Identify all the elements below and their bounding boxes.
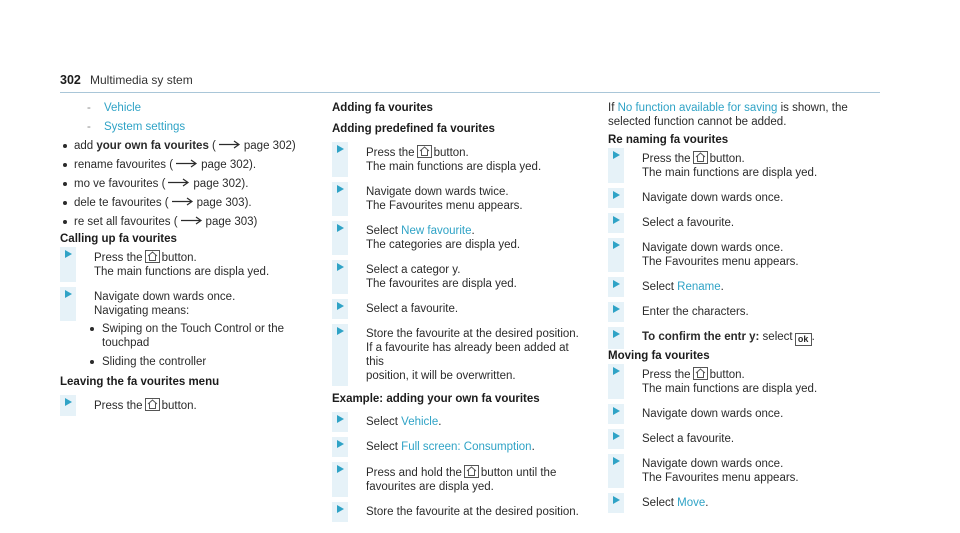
list-item: - System settings (60, 120, 300, 134)
instruction-step: Navigate down wards once. Navigating means: (60, 290, 300, 318)
step-arrow-icon (337, 224, 344, 232)
section-heading: Moving fa vourites (608, 350, 710, 362)
page-header (60, 70, 880, 93)
bullet-icon (63, 182, 67, 186)
page-ref-arrow-icon (172, 197, 194, 206)
instruction-step: Navigate down wards once. The Favourites menu appears. (608, 241, 870, 269)
step-arrow-icon (613, 241, 620, 249)
home-icon (693, 367, 708, 380)
list-item: dele te favourites ( page 303). (60, 196, 300, 210)
page-ref-arrow-icon (176, 159, 198, 168)
step-arrow-icon (613, 191, 620, 199)
paragraph: If No function available for saving is shown, the selected function cannot be added. (608, 102, 848, 128)
list-item: mo ve favourites ( page 302). (60, 177, 300, 191)
section-heading: Leaving the fa vourites menu (60, 376, 220, 388)
instruction-step: Select New favourite. The categories are displa yed. (332, 224, 587, 252)
step-arrow-icon (613, 330, 620, 338)
page-ref-arrow-icon (219, 140, 241, 149)
instruction-step: Press the button. The main functions are displa yed. (60, 250, 300, 279)
page-ref-arrow-icon (181, 216, 203, 225)
section-heading: Re naming fa vourites (608, 134, 729, 146)
step-arrow-icon (613, 496, 620, 504)
step-arrow-icon (337, 465, 344, 473)
instruction-step: Press the button. (60, 398, 300, 413)
instruction-step: Select Move. (608, 496, 870, 510)
step-arrow-icon (337, 440, 344, 448)
step-arrow-icon (613, 457, 620, 465)
message-no-function-available: No function available for saving (617, 102, 778, 114)
list-item: add your own fa vourites ( page 302) (60, 139, 300, 153)
step-arrow-icon (337, 505, 344, 513)
ok-button-icon: ok (795, 333, 812, 346)
instruction-step: Navigate down wards once. (608, 191, 870, 205)
bullet-icon (90, 327, 94, 331)
instruction-step: Select a favourite. (608, 216, 870, 230)
instruction-step: Press and hold the button until the favourites are displa yed. (332, 465, 587, 494)
menu-link-move: Move (677, 497, 706, 509)
home-icon (145, 398, 160, 411)
menu-link-full-screen-consumption: Full screen: Consumption (401, 441, 532, 453)
section-heading: Adding predefined fa vourites (332, 123, 495, 135)
list-item: Sliding the controller (60, 355, 300, 369)
step-arrow-icon (613, 432, 620, 440)
instruction-step: Navigate down wards once. (608, 407, 870, 421)
step-arrow-icon (337, 302, 344, 310)
instruction-step: Store the favourite at the desired position. If a favourite has already been added at this position, it will be overwritten. (332, 327, 587, 383)
section-heading: Adding fa vourites (332, 102, 433, 114)
instruction-step: Navigate down wards twice. The Favourites menu appears. (332, 185, 587, 213)
page-ref-arrow-icon (168, 178, 190, 187)
step-arrow-icon (65, 290, 72, 298)
instruction-step: Select Full screen: Consumption. (332, 440, 587, 454)
instruction-step: Store the favourite at the desired position. (332, 505, 587, 519)
step-arrow-icon (613, 367, 620, 375)
column-left (60, 101, 300, 413)
menu-link-rename: Rename (677, 281, 721, 293)
page-number: 302 (60, 73, 81, 87)
instruction-step: Select Rename. (608, 280, 870, 294)
step-arrow-icon (613, 305, 620, 313)
column-middle (332, 101, 587, 519)
step-arrow-icon (613, 280, 620, 288)
instruction-step: Press the button. The main functions are displa yed. (608, 367, 870, 396)
menu-link-system-settings: System settings (104, 121, 186, 133)
home-icon (417, 145, 432, 158)
home-icon (693, 151, 708, 164)
bullet-icon (63, 144, 67, 148)
bullet-icon (90, 360, 94, 364)
list-item: Swiping on the Touch Control or the touchpad (60, 322, 300, 350)
menu-link-new-favourite: New favourite (401, 225, 472, 237)
instruction-step: Enter the characters. (608, 305, 870, 319)
step-arrow-icon (337, 145, 344, 153)
list-item: - Vehicle (60, 101, 300, 115)
list-item: re set all favourites ( page 303) (60, 215, 300, 229)
step-arrow-icon (613, 151, 620, 159)
home-icon (145, 250, 160, 263)
home-icon (464, 465, 479, 478)
instruction-step: Press the button. The main functions are displa yed. (332, 145, 587, 174)
instruction-step: Select a favourite. (332, 302, 587, 316)
section-heading: Calling up fa vourites (60, 233, 177, 245)
section-heading: Example: adding your own fa vourites (332, 393, 540, 405)
step-arrow-icon (65, 398, 72, 406)
menu-link-vehicle: Vehicle (401, 416, 439, 428)
instruction-step: Press the button. The main functions are displa yed. (608, 151, 870, 180)
step-arrow-icon (337, 263, 344, 271)
page-title: Multimedia sy stem (90, 73, 193, 87)
instruction-step: Select a favourite. (608, 432, 870, 446)
step-arrow-icon (337, 415, 344, 423)
step-arrow-icon (613, 407, 620, 415)
instruction-step: Select a categor y. The favourites are displa yed. (332, 263, 587, 291)
column-right (608, 101, 870, 510)
step-arrow-icon (337, 185, 344, 193)
step-arrow-icon (337, 327, 344, 335)
list-item: rename favourites ( page 302). (60, 158, 300, 172)
step-arrow-icon (613, 216, 620, 224)
step-arrow-icon (65, 250, 72, 258)
menu-link-vehicle: Vehicle (104, 102, 142, 114)
bullet-icon (63, 163, 67, 167)
bullet-icon (63, 201, 67, 205)
instruction-step: To confirm the entr y: select ok . (608, 330, 870, 346)
instruction-step: Select Vehicle. (332, 415, 587, 429)
bullet-icon (63, 220, 67, 224)
instruction-step: Navigate down wards once. The Favourites menu appears. (608, 457, 870, 485)
